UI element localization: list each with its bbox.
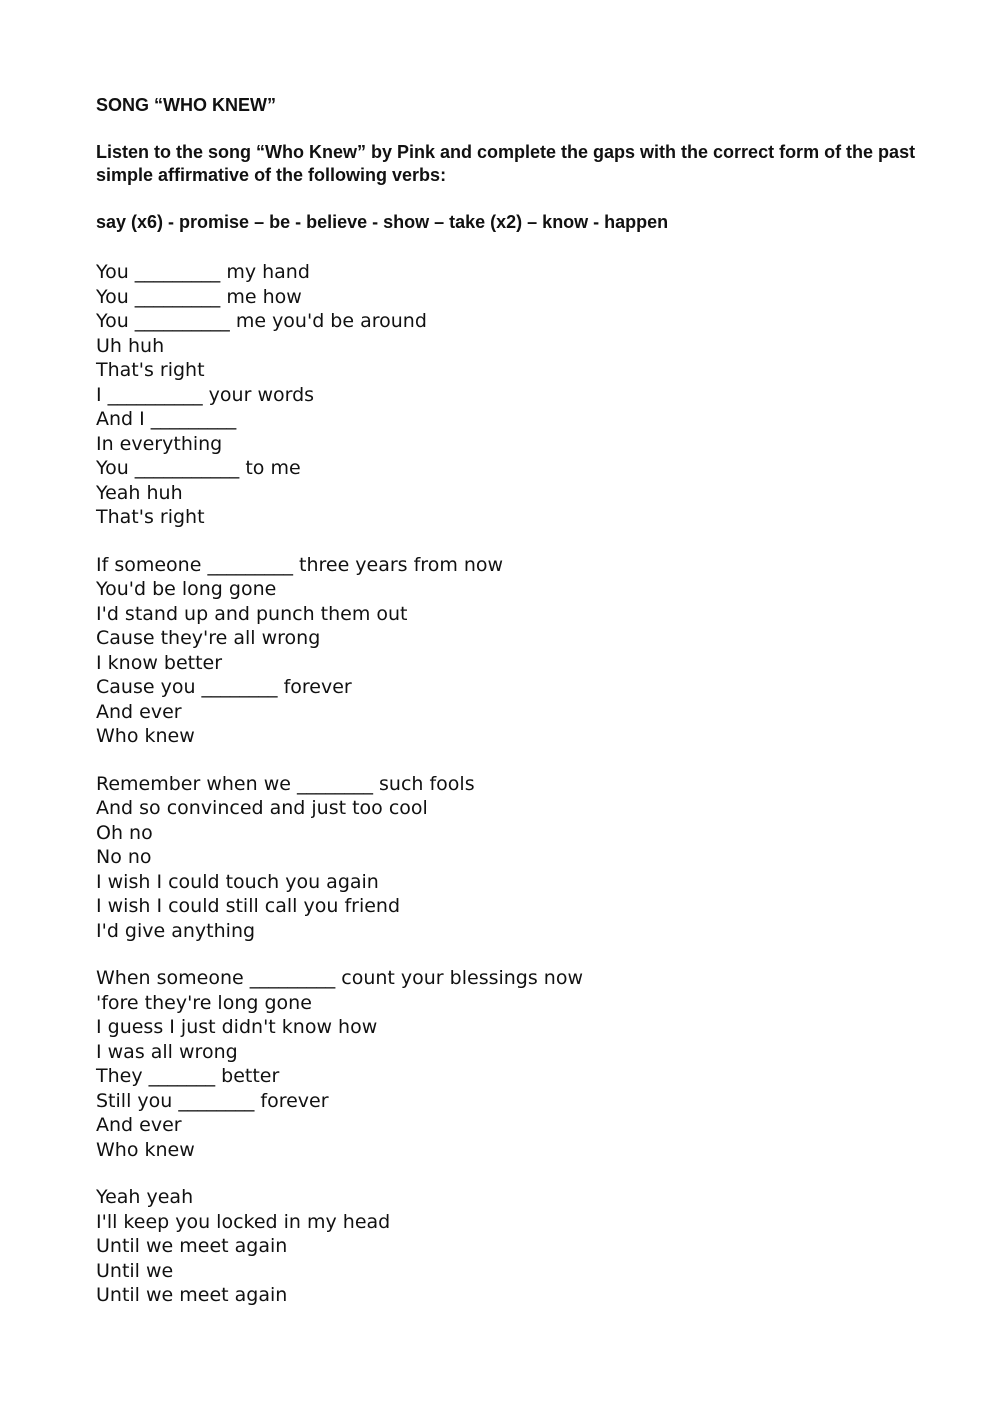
lyric-line: You _________ me how: [96, 285, 302, 308]
worksheet-title: SONG “WHO KNEW”: [96, 95, 276, 115]
lyric-line: Cause you ________ forever: [96, 676, 352, 698]
lyric-line: Still you ________ forever: [96, 1089, 329, 1112]
lyric-line: I'd stand up and punch them out: [96, 602, 408, 625]
lyric-line: I wish I could still call you friend: [96, 895, 401, 917]
lyric-line: I was all wrong: [96, 1040, 238, 1063]
lyric-line: Yeah yeah: [96, 1186, 194, 1208]
worksheet-page: [96, 94, 916, 1331]
lyrics: [96, 260, 916, 1308]
lyric-line: That's right: [96, 359, 205, 381]
lyrics-stanza: [96, 553, 916, 749]
lyric-line: Yeah huh: [96, 481, 183, 504]
lyric-line: Until we meet again: [96, 1284, 288, 1306]
lyrics-stanza: [96, 966, 916, 1162]
lyric-line: I'd give anything: [96, 919, 256, 942]
lyric-line: Until we meet again: [96, 1235, 288, 1257]
lyric-line: Remember when we ________ such fools: [96, 772, 475, 795]
lyric-line: I wish I could touch you again: [96, 870, 379, 893]
lyric-line: And I _________: [96, 408, 237, 430]
lyric-line: In everything: [96, 432, 223, 455]
lyric-line: Uh huh: [96, 334, 165, 357]
lyric-line: They _______ better: [96, 1065, 280, 1087]
lyric-line: And ever: [96, 700, 182, 723]
lyric-line: You'd be long gone: [96, 578, 277, 600]
lyric-line: Who knew: [96, 725, 195, 747]
lyric-line: Oh no: [96, 821, 153, 844]
lyrics-stanza: [96, 1185, 916, 1308]
worksheet-instructions: Listen to the song “Who Knew” by Pink and complete the gaps with the correct form of the past simple affirmative of the following verbs:: [96, 142, 916, 185]
verb-list: say (x6) - promise – be - believe - show – take (x2) – know - happen: [96, 212, 669, 232]
lyric-line: Who knew: [96, 1138, 195, 1161]
lyric-line: I know better: [96, 651, 223, 674]
lyric-line: I guess I just didn't know how: [96, 1016, 378, 1038]
lyric-line: Until we: [96, 1259, 174, 1282]
lyric-line: When someone _________ count your blessings now: [96, 967, 584, 989]
lyric-line: 'fore they're long gone: [96, 991, 312, 1014]
lyric-line: No no: [96, 846, 152, 868]
lyric-line: That's right: [96, 506, 205, 528]
lyric-line: I'll keep you locked in my head: [96, 1210, 391, 1233]
lyric-line: And so convinced and just too cool: [96, 797, 428, 819]
lyric-line: If someone _________ three years from now: [96, 553, 504, 576]
lyric-line: You ___________ to me: [96, 457, 301, 479]
lyric-line: You __________ me you'd be around: [96, 310, 427, 332]
lyric-line: Cause they're all wrong: [96, 627, 321, 649]
lyrics-stanza: [96, 772, 916, 944]
lyric-line: I __________ your words: [96, 383, 315, 406]
lyric-line: And ever: [96, 1114, 182, 1136]
lyrics-stanza: [96, 260, 916, 530]
lyric-line: You _________ my hand: [96, 261, 310, 283]
